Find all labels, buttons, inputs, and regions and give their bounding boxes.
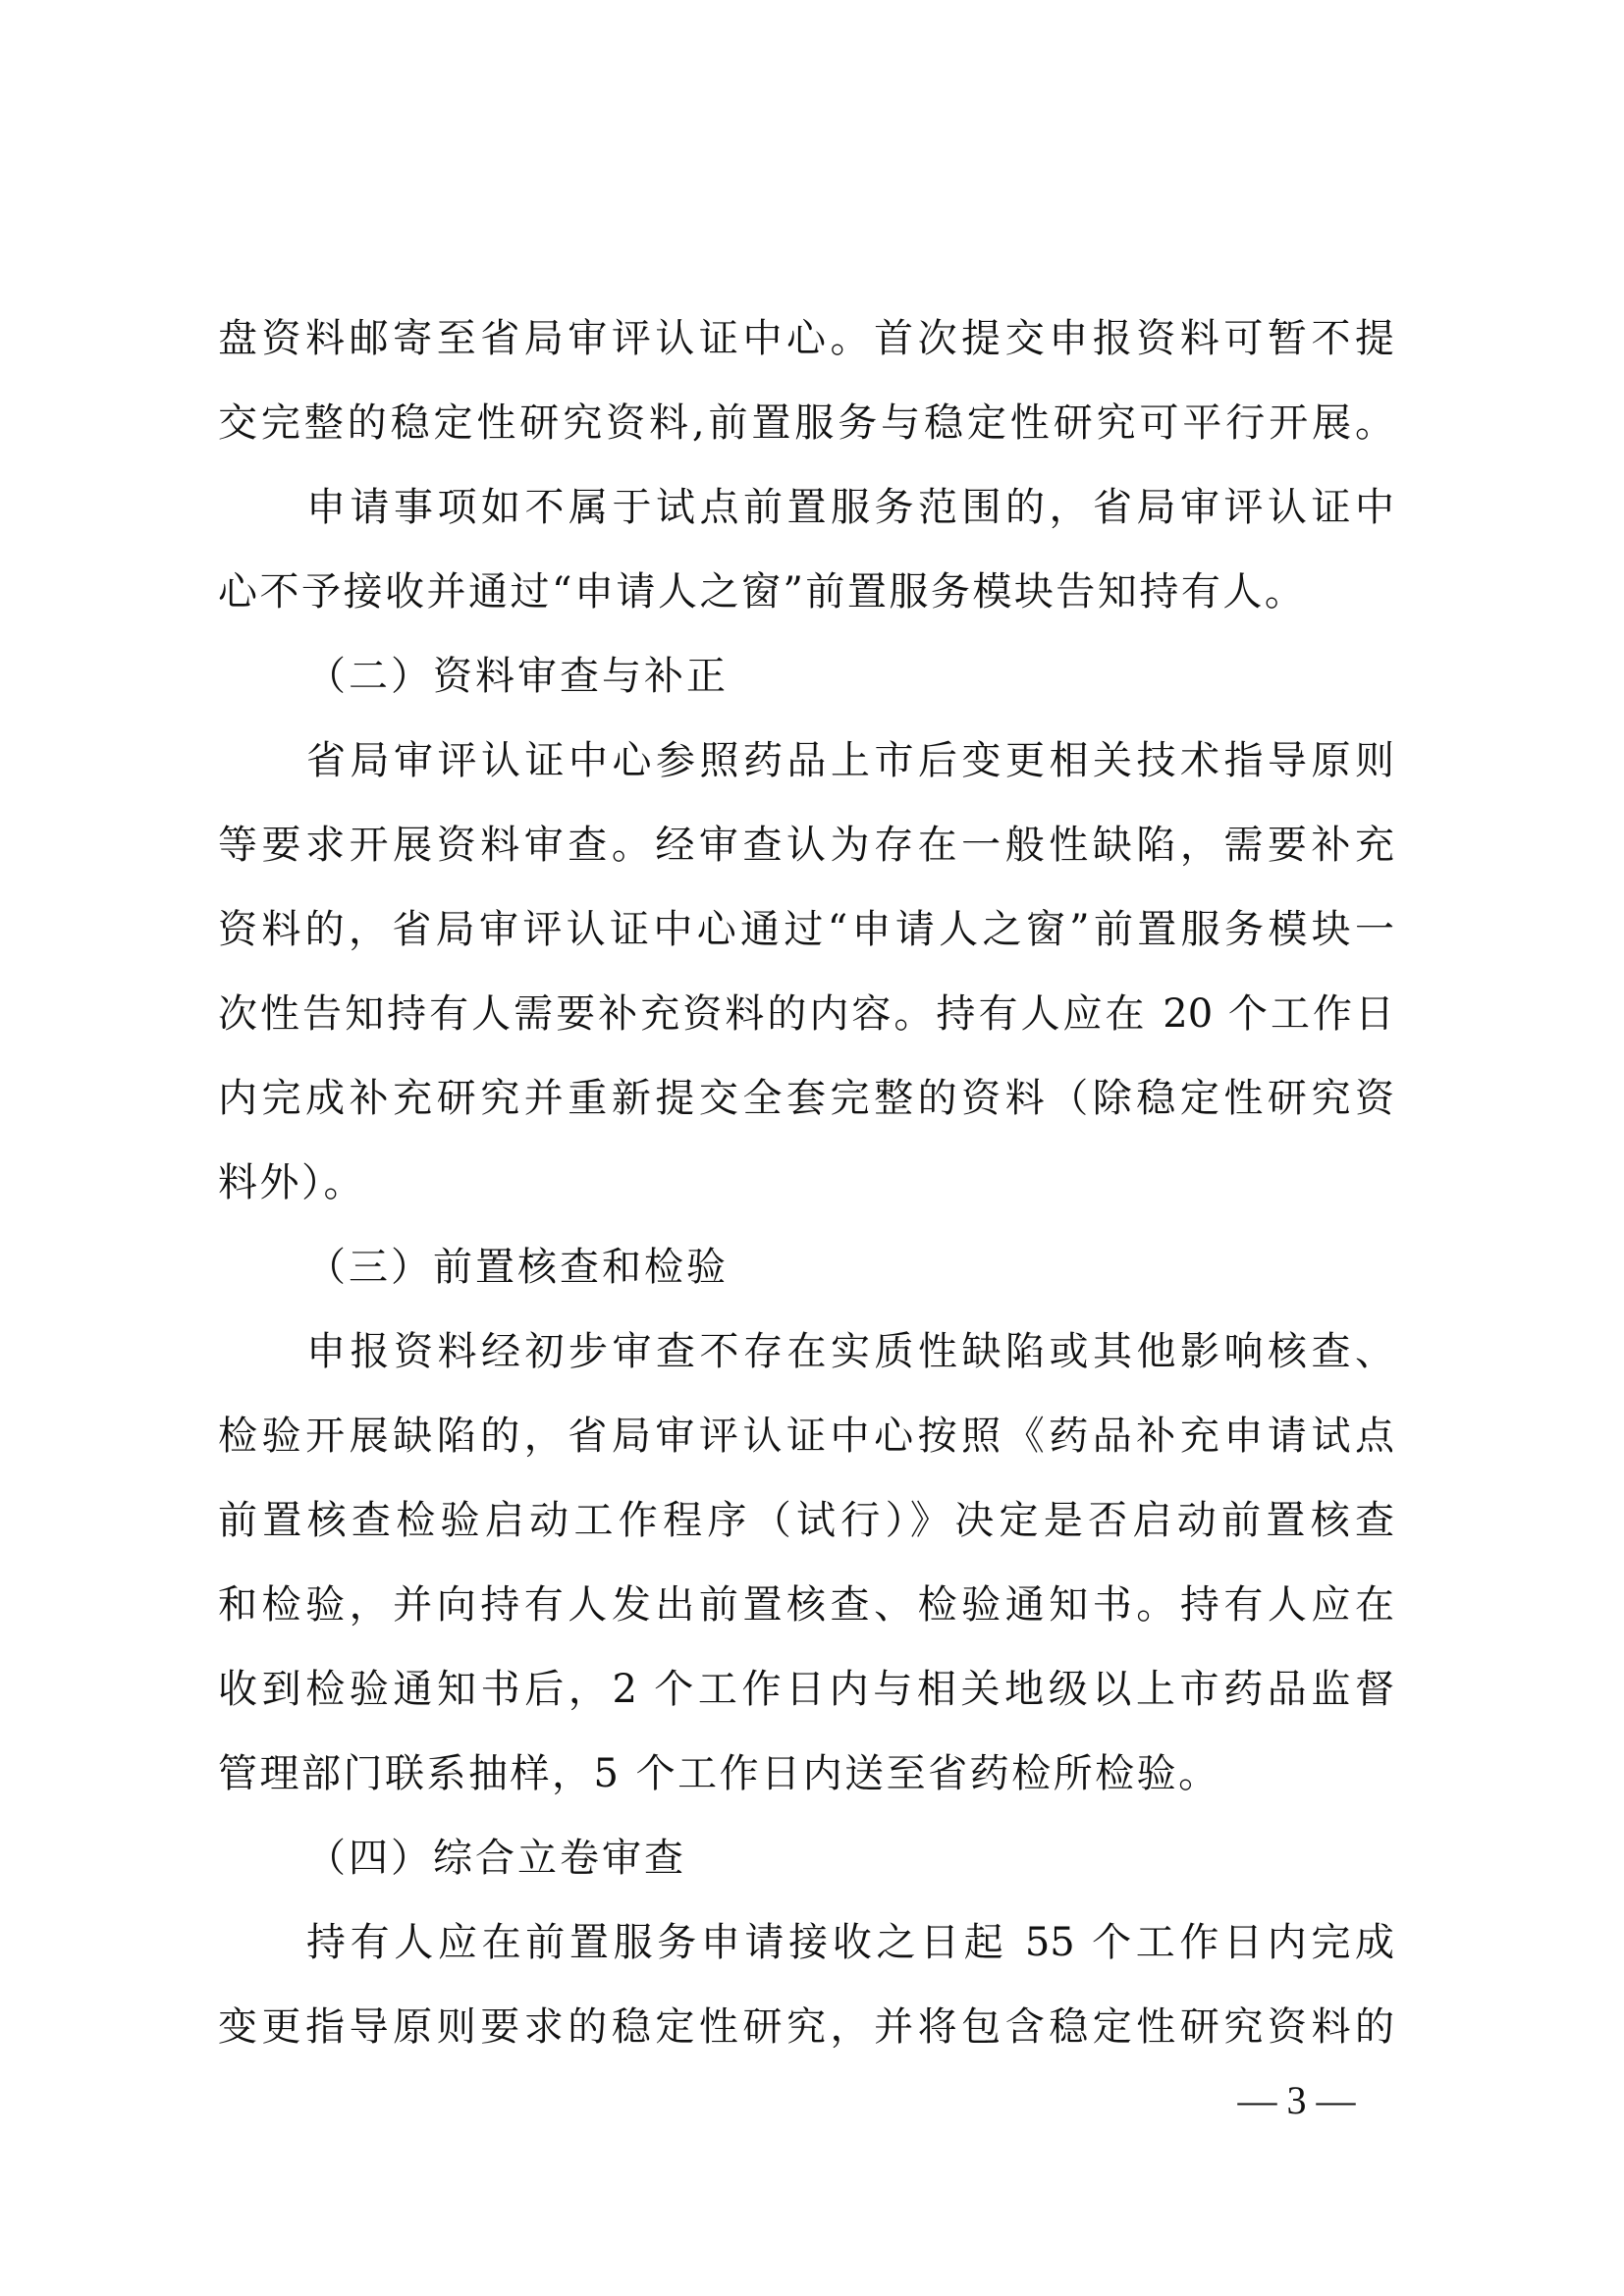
paragraph-line: 和检验，并向持有人发出前置核查、检验通知书。持有人应在 [218,1582,1394,1628]
paragraph-line: 内完成补充研究并重新提交全套完整的资料（除稳定性研究资 [218,1076,1394,1121]
section-heading-2: （二）资料审查与补正 [306,654,729,699]
page-number: — 3 — [1237,2078,1356,2122]
section-heading-4: （四）综合立卷审查 [306,1836,686,1881]
paragraph-line: 省局审评认证中心参照药品上市后变更相关技术指导原则 [306,738,1394,783]
paragraph-line: 次性告知持有人需要补充资料的内容。持有人应在 20 个工作日 [218,991,1394,1037]
paragraph-line: 管理部门联系抽样，5 个工作日内送至省药检所检验。 [218,1751,1220,1796]
paragraph-line: 前置核查检验启动工作程序（试行）》决定是否启动前置核查 [218,1498,1394,1543]
paragraph-line: 检验开展缺陷的，省局审评认证中心按照《药品补充申请试点 [218,1414,1394,1459]
paragraph-line: 变更指导原则要求的稳定性研究，并将包含稳定性研究资料的 [218,2004,1394,2050]
paragraph-line: 等要求开展资料审查。经审查认为存在一般性缺陷，需要补充 [218,823,1394,868]
paragraph-line: 收到检验通知书后，2 个工作日内与相关地级以上市药品监督 [218,1667,1394,1712]
section-heading-3: （三）前置核查和检验 [306,1245,729,1290]
paragraph-line: 申请事项如不属于试点前置服务范围的，省局审评认证中 [306,485,1394,530]
paragraph-line: 交完整的稳定性研究资料,前置服务与稳定性研究可平行开展。 [218,400,1394,446]
paragraph-line: 申报资料经初步审查不存在实质性缺陷或其他影响核查、 [306,1329,1394,1374]
paragraph-line: 盘资料邮寄至省局审评认证中心。首次提交申报资料可暂不提 [218,316,1394,361]
paragraph-line: 资料的，省局审评认证中心通过“申请人之窗”前置服务模块一 [218,907,1394,952]
paragraph-line: 料外）。 [218,1160,365,1205]
paragraph-line: 持有人应在前置服务申请接收之日起 55 个工作日内完成 [306,1920,1394,1965]
paragraph-line: 心不予接收并通过“申请人之窗”前置服务模块告知持有人。 [218,569,1307,614]
